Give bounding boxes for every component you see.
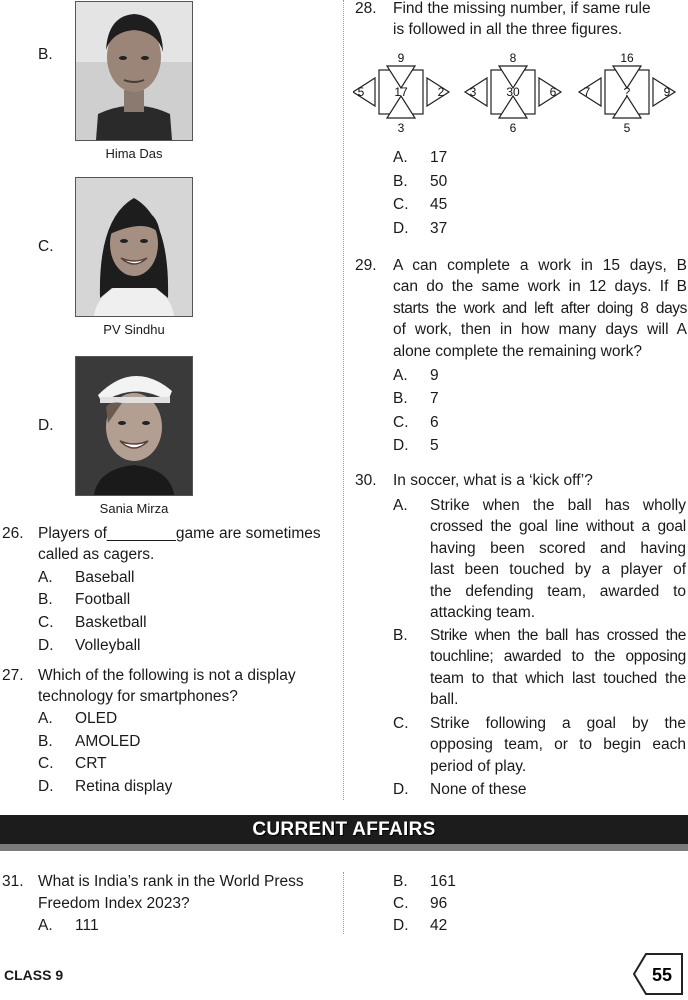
page-number: 55 — [651, 965, 673, 985]
q29-option-letter: C. — [393, 414, 409, 431]
figure-center-number: ? — [623, 85, 631, 99]
q27-option-letter: A. — [38, 710, 53, 727]
section-title: CURRENT AFFAIRS — [252, 819, 436, 840]
q27-option-text: AMOLED — [75, 733, 141, 750]
q31-option-letter: B. — [393, 873, 408, 890]
q31-option-text: 161 — [430, 873, 456, 890]
q27-option-letter: B. — [38, 733, 53, 750]
figure-left-number: 5 — [357, 85, 365, 99]
q27-option-letter: C. — [38, 755, 54, 772]
q26-option-letter: C. — [38, 614, 54, 631]
question-29-line3: starts the work and left after doing 8 days — [393, 300, 687, 317]
figure-right-number: 2 — [437, 85, 445, 99]
photo-sania-mirza — [75, 356, 193, 496]
q29-option-text: 9 — [430, 367, 439, 384]
q29-option-letter: D. — [393, 437, 409, 454]
question-31-line2: Freedom Index 2023? — [38, 895, 190, 912]
q30-option-c-line: Strike following a goal by the — [430, 715, 686, 732]
photo-pv-sindhu — [75, 177, 193, 317]
q30-option-d-line: None of these — [430, 781, 527, 798]
question-29-line5: alone complete the remaining work? — [393, 343, 642, 360]
q29-option-text: 5 — [430, 437, 439, 454]
q26-option-text: Volleyball — [75, 637, 141, 654]
q26-option-text: Basketball — [75, 614, 147, 631]
q27-option-text: Retina display — [75, 778, 173, 795]
question-29-line2: can do the same work in 12 days. If B — [393, 278, 687, 295]
question-28-line1: Find the missing number, if same rule — [393, 0, 651, 17]
question-26-line1 — [38, 523, 334, 545]
q26-option-text: Football — [75, 591, 131, 608]
figure-right-number: 6 — [549, 85, 557, 99]
q28-option-letter: C. — [393, 196, 409, 213]
q26-blank: ________ — [106, 525, 176, 542]
banner-stripe — [0, 844, 688, 851]
figure-top-number: 9 — [397, 51, 405, 65]
caption-pv-sindhu: PV Sindhu — [103, 322, 165, 337]
figure-bottom-number: 3 — [397, 121, 405, 135]
option-letter-c: C. — [38, 238, 54, 255]
figure-top-number: 16 — [620, 51, 634, 65]
question-number-30: 30. — [355, 472, 377, 489]
question-26-line2: called as cagers. — [38, 546, 155, 563]
q31-option-text: 96 — [430, 895, 448, 912]
q27-option-text: CRT — [75, 755, 107, 772]
q30-option-letter: B. — [393, 627, 408, 644]
question-number-29: 29. — [355, 257, 377, 274]
question-27-line2: technology for smartphones? — [38, 688, 238, 705]
q26-option-text: Baseball — [75, 569, 135, 586]
q30-option-letter: C. — [393, 715, 409, 732]
q31-option-letter: D. — [393, 917, 409, 934]
figure-bottom-number: 6 — [509, 121, 517, 135]
figure-bottom-number: 5 — [623, 121, 631, 135]
footer-class-label: CLASS 9 — [4, 967, 64, 983]
q30-option-a-line: Strike when the ball has wholly — [430, 497, 686, 514]
q30-option-a-line: crossed the goal line without a goal — [430, 518, 686, 535]
q30-option-a-line: having been scored and having — [430, 540, 686, 557]
q30-option-letter: D. — [393, 781, 409, 798]
caption-hima-das: Hima Das — [105, 146, 163, 161]
q29-option-letter: A. — [393, 367, 408, 384]
question-29-line4: of work, then in how many days will A — [393, 321, 687, 338]
q30-option-b-line: ball. — [430, 691, 459, 708]
column-divider — [343, 0, 344, 800]
q30-option-a-line: the defending team, awarded to — [430, 583, 686, 600]
figure-center-number: 30 — [506, 85, 520, 99]
q26-text-a: Players of — [38, 525, 107, 542]
question-29-line1: A can complete a work in 15 days, B — [393, 257, 687, 274]
q30-option-b-line: team to that which last touched the — [430, 670, 686, 687]
q30-option-b-line: Strike when the ball has crossed the — [430, 627, 686, 644]
q29-option-text: 7 — [430, 390, 439, 407]
q28-option-letter: D. — [393, 220, 409, 237]
q30-option-b-line: touchline; awarded to the opposing — [430, 648, 686, 665]
q26-option-letter: D. — [38, 637, 54, 654]
option-letter-d: D. — [38, 417, 54, 434]
q31-option-letter: A. — [38, 917, 53, 934]
q30-option-c-line: period of play. — [430, 758, 527, 775]
figure-left-number: 7 — [583, 85, 591, 99]
q26-option-letter: B. — [38, 591, 53, 608]
q31-option-text: 111 — [75, 917, 99, 934]
q30-option-a-line: last been touched by a player of — [430, 561, 686, 578]
question-number-27: 27. — [2, 667, 24, 684]
q27-option-text: OLED — [75, 710, 118, 727]
section-banner — [0, 815, 688, 851]
q28-option-text: 17 — [430, 149, 448, 166]
q30-option-letter: A. — [393, 497, 408, 514]
figure-right-number: 9 — [663, 85, 671, 99]
question-27-line1: Which of the following is not a display — [38, 667, 296, 684]
question-30-line1: In soccer, what is a ‘kick off’? — [393, 472, 593, 489]
q31-option-letter: C. — [393, 895, 409, 912]
question-28-line2: is followed in all the three figures. — [393, 21, 623, 38]
q28-option-text: 50 — [430, 173, 448, 190]
figure-top-number: 8 — [509, 51, 517, 65]
question-number-26: 26. — [2, 525, 24, 542]
question-31-line1: What is India’s rank in the World Press — [38, 873, 304, 890]
option-letter-b: B. — [38, 46, 53, 63]
q31-option-text: 42 — [430, 917, 448, 934]
q27-option-letter: D. — [38, 778, 54, 795]
q29-option-letter: B. — [393, 390, 408, 407]
number-figures — [353, 44, 683, 140]
q29-option-text: 6 — [430, 414, 439, 431]
caption-sania-mirza: Sania Mirza — [99, 501, 169, 516]
page-number-badge — [632, 952, 684, 996]
q26-option-letter: A. — [38, 569, 53, 586]
q28-option-letter: B. — [393, 173, 408, 190]
column-divider — [343, 872, 344, 934]
q26-text-b: game are sometimes — [175, 525, 321, 542]
figure-center-number: 17 — [394, 85, 408, 99]
q28-option-text: 45 — [430, 196, 448, 213]
q30-option-c-line: opposing team, or to begin each — [430, 736, 686, 753]
question-number-31: 31. — [2, 873, 24, 890]
figure-left-number: 3 — [469, 85, 477, 99]
question-number-28: 28. — [355, 0, 377, 17]
photo-hima-das — [75, 1, 193, 141]
q28-option-text: 37 — [430, 220, 448, 237]
q30-option-a-line: attacking team. — [430, 604, 536, 621]
q28-option-letter: A. — [393, 149, 408, 166]
